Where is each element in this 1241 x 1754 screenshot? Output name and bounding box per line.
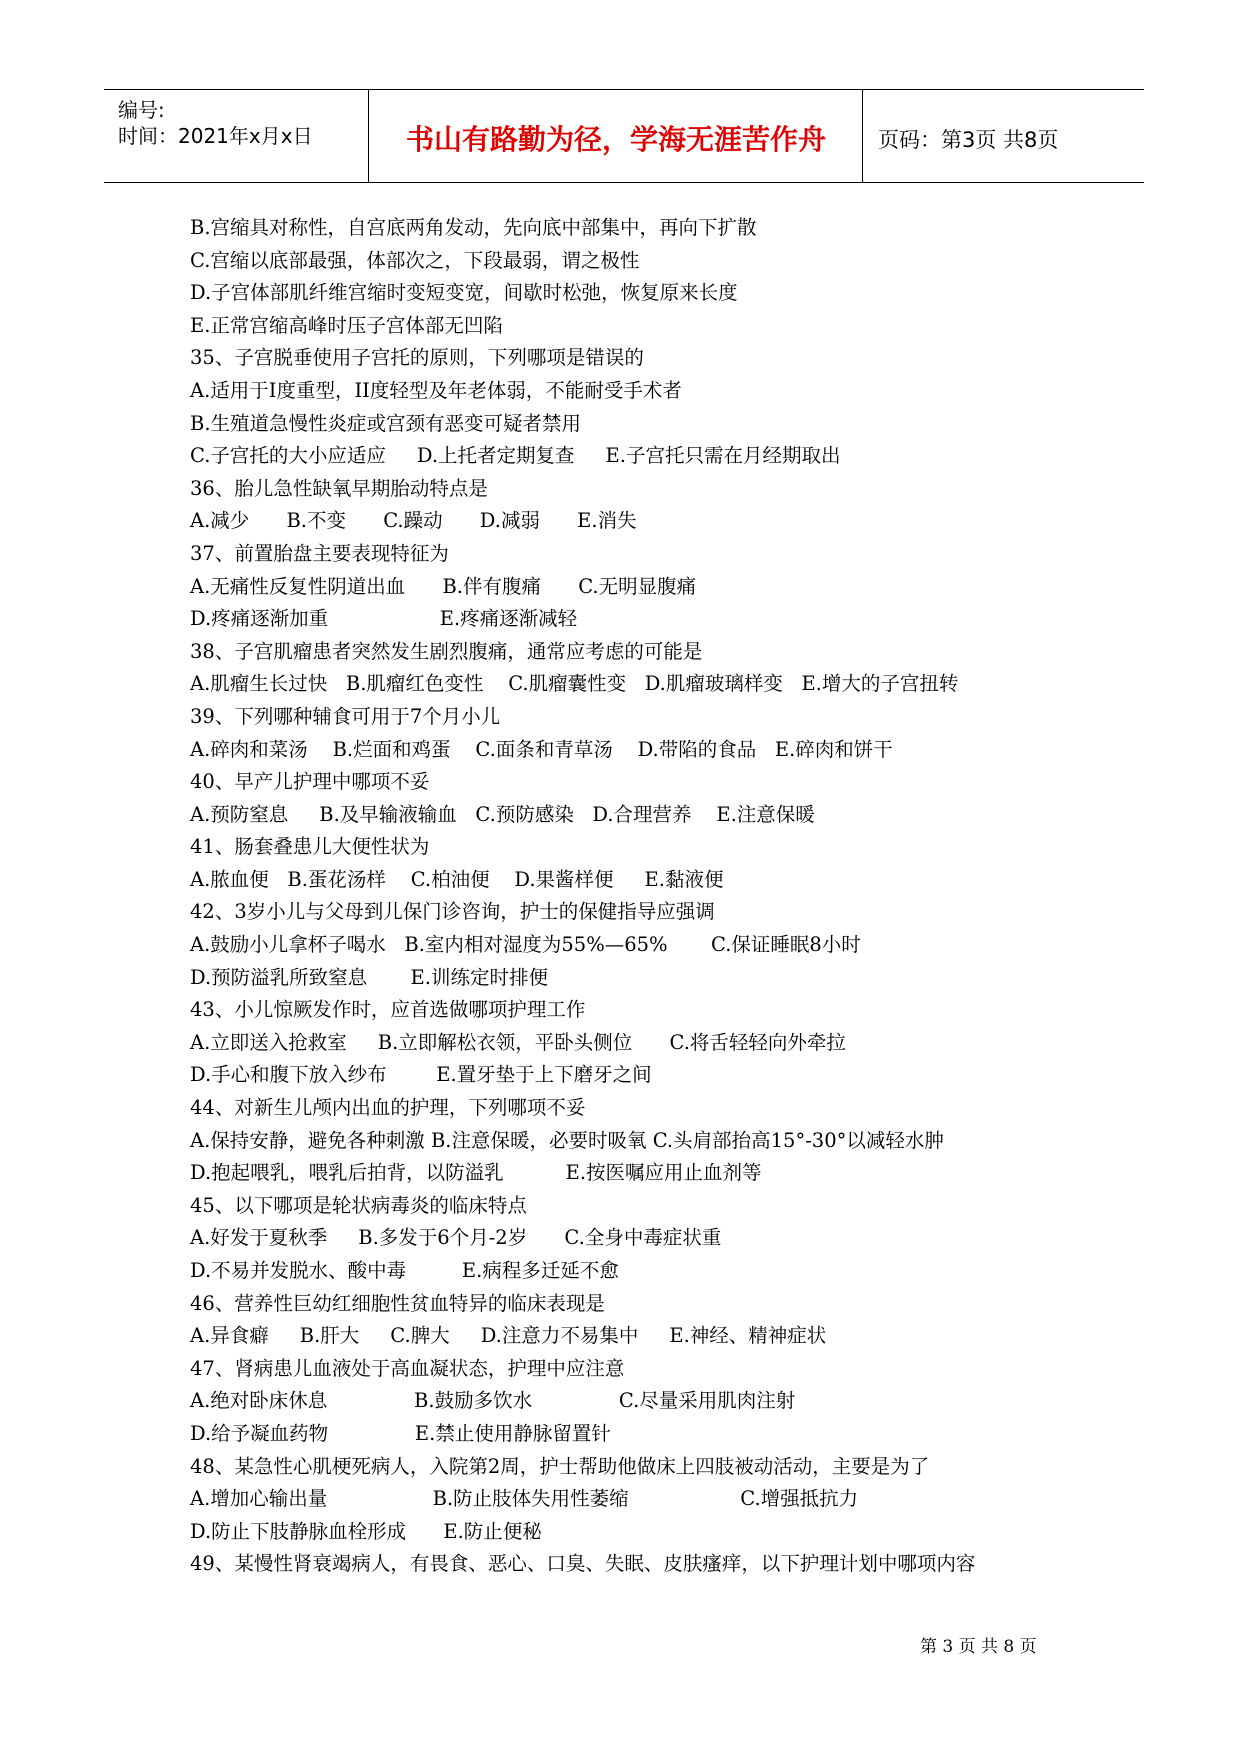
text-line: B.宫缩具对称性，自宫底两角发动，先向底中部集中，再向下扩散 <box>190 216 757 239</box>
text-line: 41、肠套叠患儿大便性状为 <box>190 835 430 859</box>
text-line: A.肌瘤生长过快 B.肌瘤红色变性 C.肌瘤囊性变 D.肌瘤玻璃样变 E.增大的子宫扭转 <box>190 672 959 696</box>
text-line: 39、下列哪种辅食可用于7个月小儿 <box>190 704 501 728</box>
text-line: 45、以下哪项是轮状病毒炎的临床特点 <box>190 1193 527 1217</box>
text-line: 44、对新生儿颅内出血的护理，下列哪项不妥 <box>190 1096 586 1120</box>
text-line: 42、3岁小儿与父母到儿保门诊咨询，护士的保健指导应强调 <box>190 900 715 924</box>
text-line: 46、营养性巨幼红细胞性贫血特异的临床表现是 <box>190 1291 605 1315</box>
document-body <box>190 212 1090 1581</box>
text-line: A.绝对卧床休息 B.鼓励多饮水 C.尽量采用肌肉注射 <box>190 1389 796 1413</box>
page-header <box>104 89 1144 183</box>
text-line: D.预防溢乳所致窒息 E.训练定时排便 <box>190 965 548 989</box>
text-line: A.脓血便 B.蛋花汤样 C.柏油便 D.果酱样便 E.黏液便 <box>190 867 724 891</box>
text-line: A.增加心输出量 B.防止肢体失用性萎缩 C.增强抵抗力 <box>190 1487 859 1511</box>
text-line: D.子宫体部肌纤维宫缩时变短变宽，间歇时松弛，恢复原来长度 <box>190 281 738 305</box>
header-page-info: 页码：第3页 共8页 <box>878 128 1059 152</box>
text-line: A.减少 B.不变 C.躁动 D.减弱 E.消失 <box>190 509 637 533</box>
text-line: B.生殖道急慢性炎症或宫颈有恶变可疑者禁用 <box>190 411 582 435</box>
text-line: A.立即送入抢救室 B.立即解松衣领，平卧头侧位 C.将舌轻轻向外牵拉 <box>190 1030 846 1054</box>
header-page-cell <box>864 90 1144 182</box>
text-line: A.异食癖 B.肝大 C.脾大 D.注意力不易集中 E.神经、精神症状 <box>190 1324 827 1348</box>
text-line: E.正常宫缩高峰时压子宫体部无凹陷 <box>190 313 503 337</box>
text-line: 38、子宫肌瘤患者突然发生剧烈腹痛，通常应考虑的可能是 <box>190 639 703 663</box>
text-line: A.好发于夏秋季 B.多发于6个月-2岁 C.全身中毒症状重 <box>190 1226 722 1250</box>
text-line: D.防止下肢静脉血栓形成 E.防止便秘 <box>190 1519 542 1543</box>
text-line: A.无痛性反复性阴道出血 B.伴有腹痛 C.无明显腹痛 <box>190 574 697 598</box>
time-label: 时间：2021年x月x日 <box>118 124 313 148</box>
text-line: 36、胎儿急性缺氧早期胎动特点是 <box>190 476 488 500</box>
page-footer: 第 3 页 共 8 页 <box>920 1637 1037 1657</box>
text-line: 47、肾病患儿血液处于高血凝状态，护理中应注意 <box>190 1356 625 1380</box>
text-line: D.不易并发脱水、酸中毒 E.病程多迁延不愈 <box>190 1259 619 1282</box>
number-label: 编号: <box>118 98 165 122</box>
text-line: C.子宫托的大小应适应 D.上托者定期复查 E.子宫托只需在月经期取出 <box>190 444 841 468</box>
text-line: A.适用于I度重型，II度轻型及年老体弱，不能耐受手术者 <box>190 378 682 402</box>
text-line: 43、小儿惊厥发作时，应首选做哪项护理工作 <box>190 998 586 1022</box>
text-line: 37、前置胎盘主要表现特征为 <box>190 541 449 565</box>
text-line: D.抱起喂乳，喂乳后拍背，以防溢乳 E.按医嘱应用止血剂等 <box>190 1161 762 1185</box>
text-line: 48、某急性心肌梗死病人，入院第2周，护士帮助他做床上四肢被动活动，主要是为了 <box>190 1454 930 1478</box>
header-motto-cell <box>370 90 863 182</box>
text-line: D.手心和腹下放入纱布 E.置牙垫于上下磨牙之间 <box>190 1063 652 1087</box>
text-line: A.保持安静，避免各种刺激 B.注意保暖，必要时吸氧 C.头肩部抬高15°-30°以减轻水肿 <box>190 1128 944 1152</box>
text-line: A.碎肉和菜汤 B.烂面和鸡蛋 C.面条和青草汤 D.带陷的食品 E.碎肉和饼干 <box>190 737 893 761</box>
text-line: C.宫缩以底部最强，体部次之，下段最弱，谓之极性 <box>190 248 640 272</box>
text-line: D.给予凝血药物 E.禁止使用静脉留置针 <box>190 1421 611 1445</box>
text-line: 49、某慢性肾衰竭病人，有畏食、恶心、口臭、失眠、皮肤瘙痒，以下护理计划中哪项内容 <box>190 1552 976 1576</box>
text-line: D.疼痛逐渐加重 E.疼痛逐渐减轻 <box>190 607 578 631</box>
header-left-cell <box>104 90 369 182</box>
text-line: 35、子宫脱垂使用子宫托的原则，下列哪项是错误的 <box>190 346 644 370</box>
text-line: A.鼓励小儿拿杯子喝水 B.室内相对湿度为55%—65% C.保证睡眠8小时 <box>190 933 861 957</box>
text-line: 40、早产儿护理中哪项不妥 <box>190 770 430 794</box>
header-motto: 书山有路勤为径，学海无涯苦作舟 <box>405 123 826 156</box>
text-line: A.预防窒息 B.及早输液输血 C.预防感染 D.合理营养 E.注意保暖 <box>190 802 815 826</box>
